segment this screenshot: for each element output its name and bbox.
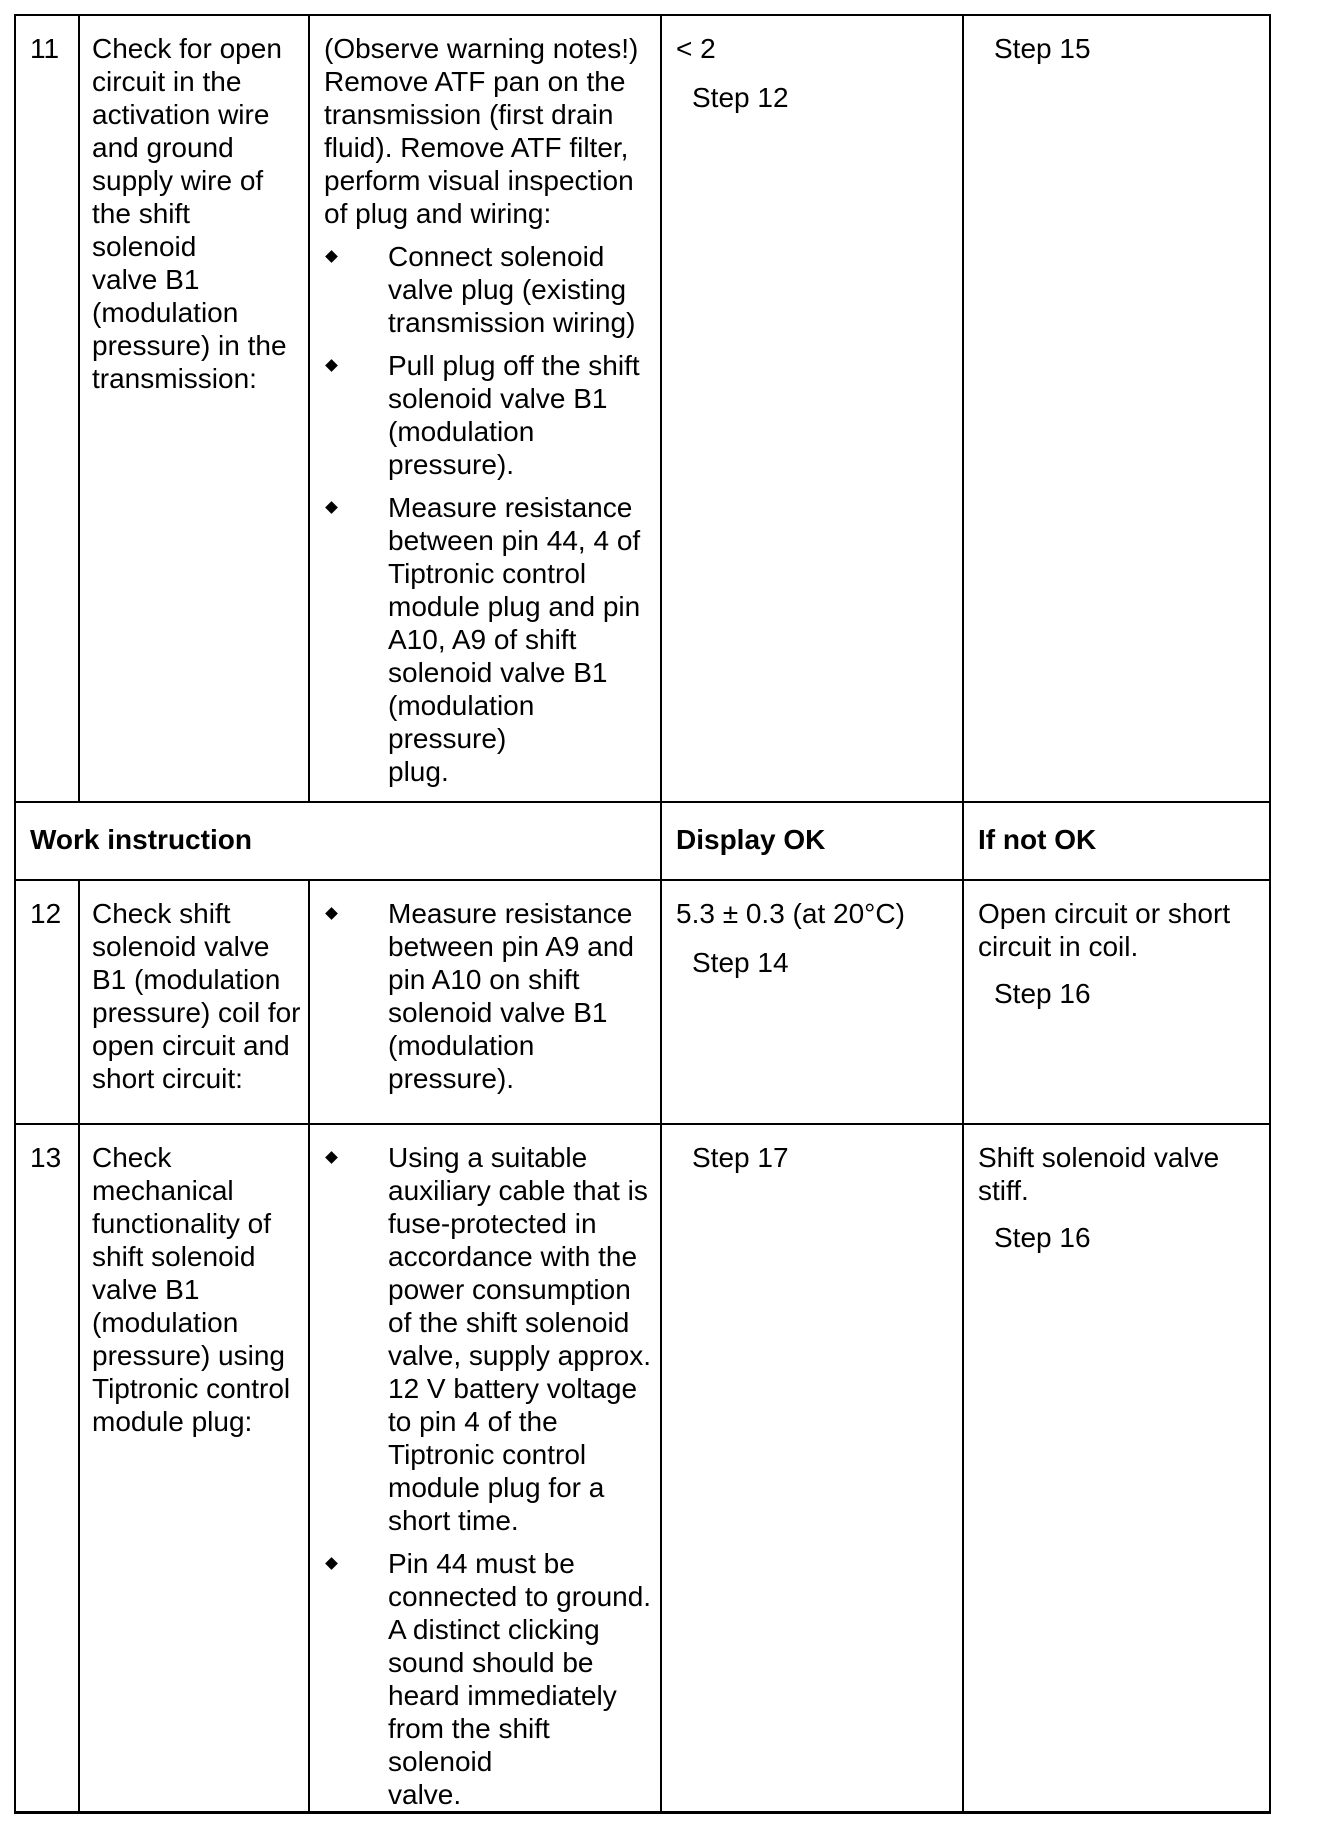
not-ok-step: Step 16 bbox=[994, 978, 1091, 1009]
display-ok-cell bbox=[662, 16, 964, 801]
instruction-bullet: Measure resistance between pin A9 and pin A10 on shift solenoid valve B1 (modulation pressure). bbox=[310, 897, 660, 1095]
display-ok-cell bbox=[662, 881, 964, 1123]
check-cell bbox=[80, 881, 310, 1123]
diagnostic-table bbox=[14, 14, 1271, 1814]
instruction-cell bbox=[310, 1125, 662, 1811]
step-number-cell bbox=[16, 881, 80, 1123]
not-ok-cell bbox=[964, 1125, 1269, 1811]
instruction-bullet: Measure resistance between pin 44, 4 of Tiptronic control module plug and pin A10, A9 of shift solenoid valve B1 (modulation pressure) plug. bbox=[310, 491, 660, 788]
step-number: 11 bbox=[30, 33, 60, 64]
instruction-bullet: Pin 44 must be connected to ground. A distinct clicking sound should be heard immediately from the shift solenoid valve. bbox=[310, 1547, 660, 1811]
bullet-diamond-icon bbox=[325, 250, 338, 263]
display-ok-step: Step 14 bbox=[692, 947, 789, 978]
header-display-ok-cell bbox=[662, 803, 964, 879]
step-number: 12 bbox=[30, 898, 62, 929]
display-ok-value: 5.3 ± 0.3 (at 20°C) bbox=[676, 898, 905, 929]
header-if-not-ok: If not OK bbox=[978, 824, 1097, 855]
bullet-diamond-icon bbox=[325, 1557, 338, 1570]
check-description: Check for open circuit in the activation wire and ground supply wire of the shift solenoid valve B1 (modulation pressure) in the transmission: bbox=[92, 33, 287, 394]
instruction-cell bbox=[310, 16, 662, 801]
bullet-diamond-icon bbox=[325, 907, 338, 920]
table-header-row bbox=[14, 801, 1271, 879]
header-if-not-ok-cell bbox=[964, 803, 1269, 879]
not-ok-text: Shift solenoid valve stiff. bbox=[978, 1142, 1220, 1206]
step-number-cell bbox=[16, 16, 80, 801]
bullet-diamond-icon bbox=[325, 359, 338, 372]
not-ok-step: Step 15 bbox=[994, 33, 1091, 64]
instruction-bullet-list bbox=[310, 1141, 660, 1821]
not-ok-cell bbox=[964, 16, 1269, 801]
not-ok-text: Open circuit or short circuit in coil. bbox=[978, 898, 1231, 962]
step-number-cell bbox=[16, 1125, 80, 1811]
instruction-bullet: Using a suitable auxiliary cable that is fuse-protected in accordance with the power consumption of the shift solenoid valve, supply approx. 12 V battery voltage to pin 4 of the Tiptronic control module plug for a short time. bbox=[310, 1141, 660, 1537]
header-work-instruction-cell bbox=[16, 803, 662, 879]
instruction-bullet: Pull plug off the shift solenoid valve B1 (modulation pressure). bbox=[310, 349, 660, 481]
not-ok-cell bbox=[964, 881, 1269, 1123]
display-ok-step: Step 17 bbox=[692, 1142, 789, 1173]
header-work-instruction: Work instruction bbox=[30, 824, 252, 855]
check-description: Check mechanical functionality of shift solenoid valve B1 (modulation pressure) using Tiptronic control module plug: bbox=[92, 1142, 291, 1437]
check-description: Check shift solenoid valve B1 (modulation pressure) coil for open circuit and short circuit: bbox=[92, 898, 301, 1094]
bullet-diamond-icon bbox=[325, 501, 338, 514]
instruction-bullet-list bbox=[310, 897, 660, 1105]
bullet-diamond-icon bbox=[325, 1151, 338, 1164]
check-cell bbox=[80, 16, 310, 801]
table-row-11 bbox=[14, 14, 1271, 801]
table-row-13 bbox=[14, 1123, 1271, 1814]
instruction-bullet: Connect solenoid valve plug (existing transmission wiring) bbox=[310, 240, 660, 339]
check-cell bbox=[80, 1125, 310, 1811]
table-row-12 bbox=[14, 879, 1271, 1123]
header-display-ok: Display OK bbox=[676, 824, 826, 855]
step-number: 13 bbox=[30, 1142, 62, 1173]
instruction-bullet-list bbox=[310, 240, 660, 798]
instruction-intro: (Observe warning notes!) Remove ATF pan on the transmission (first drain fluid). Remove ATF filter, perform visual inspection of plug and wiring: bbox=[324, 33, 639, 229]
display-ok-cell bbox=[662, 1125, 964, 1811]
display-ok-value: < 2 bbox=[676, 33, 716, 64]
instruction-cell bbox=[310, 881, 662, 1123]
not-ok-step: Step 16 bbox=[994, 1222, 1091, 1253]
display-ok-step: Step 12 bbox=[692, 82, 789, 113]
